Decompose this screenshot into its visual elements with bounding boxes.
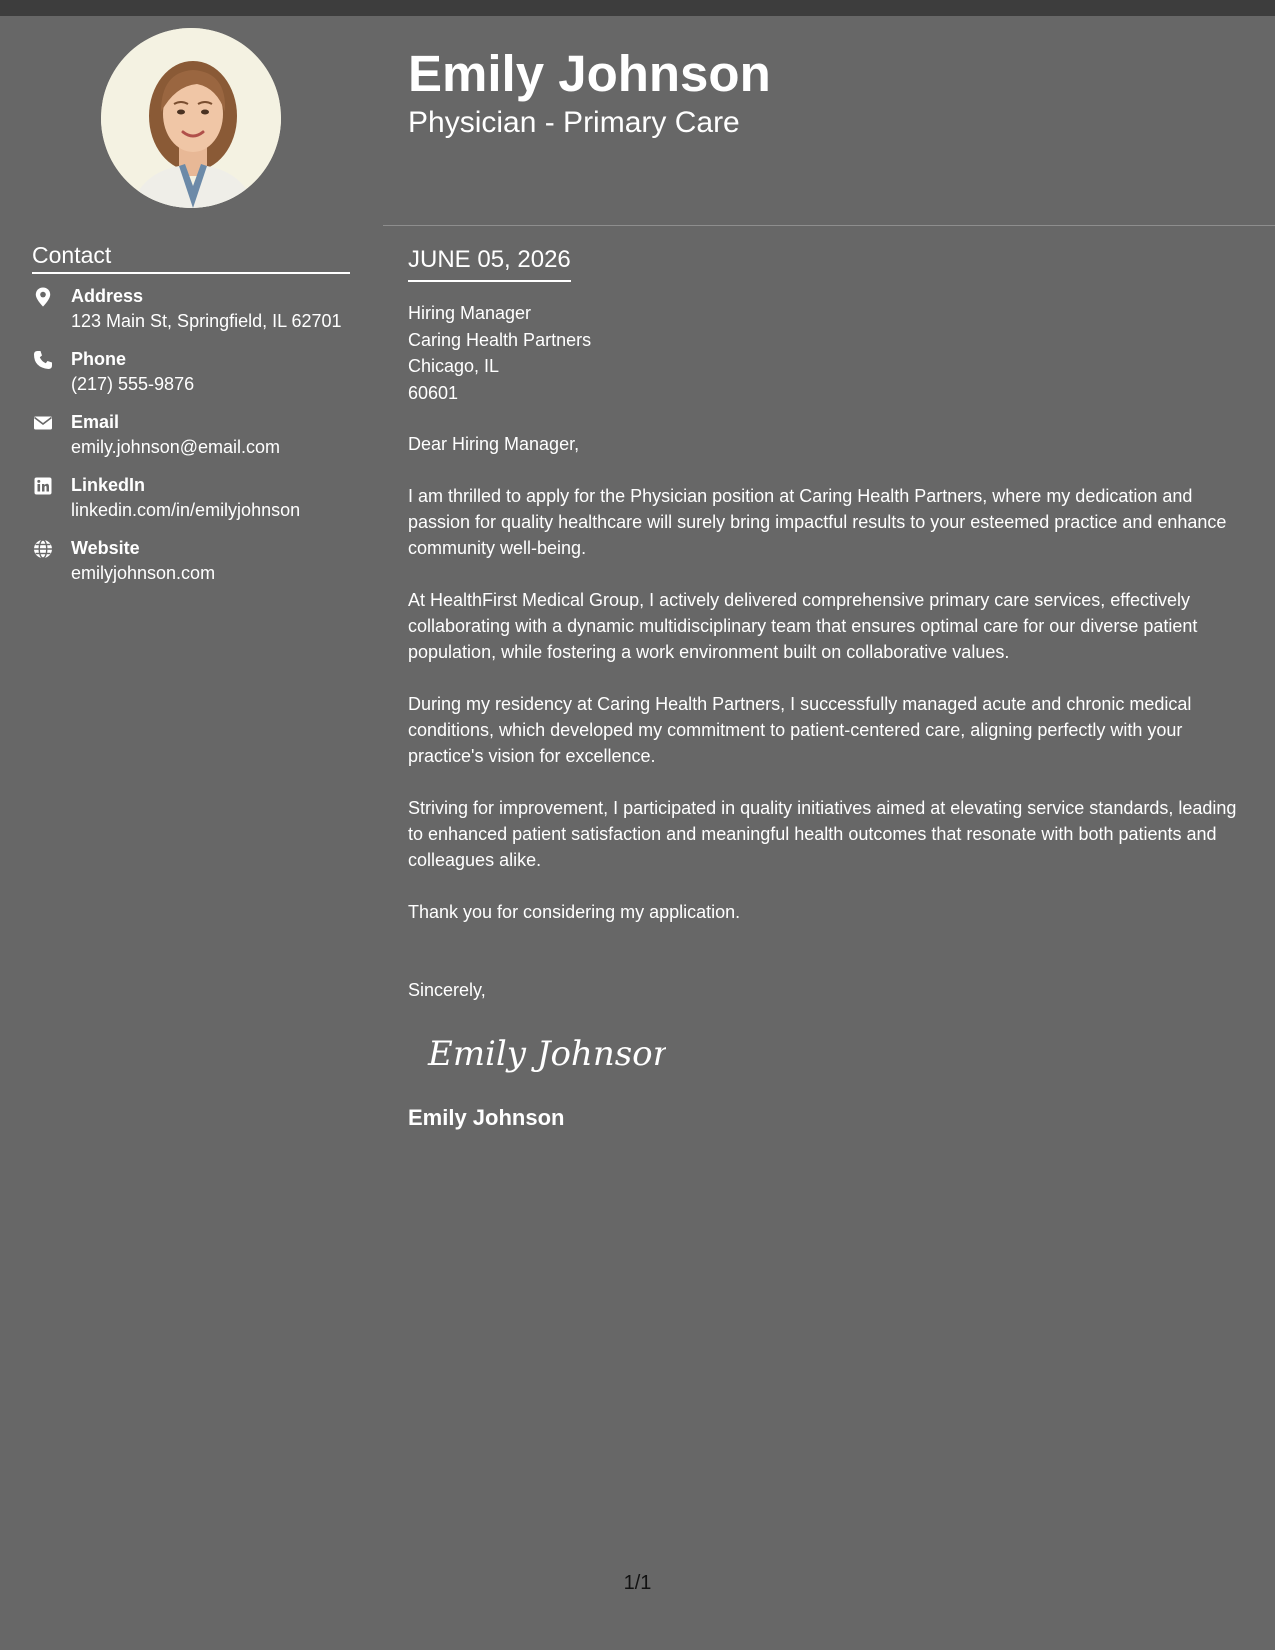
contact-item-address xyxy=(32,284,362,347)
contact-value: 123 Main St, Springfield, IL 62701 xyxy=(71,311,342,331)
contact-value: linkedin.com/in/emilyjohnson xyxy=(71,500,301,520)
contact-item-linkedin xyxy=(32,473,362,536)
map-pin-icon xyxy=(32,286,54,308)
contact-label: Phone xyxy=(71,349,127,369)
candidate-title: Physician - Primary Care xyxy=(408,106,740,139)
contact-label: Website xyxy=(71,538,140,558)
profile-photo xyxy=(101,28,281,208)
letter-paragraph: At HealthFirst Medical Group, I actively delivered comprehensive primary care services, effectively collaborating with a dynamic multidisciplinary team that ensures optimal care for our diverse patient population, while fostering a work environment built on collaborative values. xyxy=(408,590,1198,662)
signed-name: Emily Johnson xyxy=(408,1105,565,1130)
candidate-name: Emily Johnson xyxy=(408,45,771,102)
recipient-block xyxy=(408,300,1248,406)
contact-heading: Contact xyxy=(32,240,350,274)
envelope-icon xyxy=(32,412,54,434)
letter-body xyxy=(408,244,1248,1133)
contact-item-phone xyxy=(32,347,362,410)
contact-value: emily.johnson@email.com xyxy=(71,437,281,457)
letter-paragraph: During my residency at Caring Health Partners, I successfully managed acute and chronic medical conditions, which developed my commitment to patient-centered care, aligning perfectly with your practice's vision for excellence. xyxy=(408,694,1192,766)
signature-image xyxy=(426,1025,666,1085)
recipient-line: Chicago, IL xyxy=(408,356,500,376)
globe-icon xyxy=(32,538,54,560)
contact-value: emilyjohnson.com xyxy=(71,563,216,583)
svg-text:Emily Johnson: Emily Johnson xyxy=(428,1034,666,1074)
linkedin-icon xyxy=(32,475,54,497)
closing: Sincerely, xyxy=(408,980,486,1000)
contact-label: LinkedIn xyxy=(71,475,146,495)
contact-label: Address xyxy=(71,286,144,306)
letter-paragraph: I am thrilled to apply for the Physician position at Caring Health Partners, where my dedication and passion for quality healthcare will surely bring impactful results to your esteemed practice and enhance community well-being. xyxy=(408,486,1227,558)
top-bar xyxy=(0,0,1275,16)
salutation: Dear Hiring Manager, xyxy=(408,434,580,454)
contact-list xyxy=(32,284,362,599)
contact-label: Email xyxy=(71,412,120,432)
recipient-line: Hiring Manager xyxy=(408,303,532,323)
recipient-line: 60601 xyxy=(408,382,459,403)
contact-item-email xyxy=(32,410,362,473)
letter-paragraph: Striving for improvement, I participated in quality initiatives aimed at elevating service standards, leading to enhanced patient satisfaction and meaningful health outcomes that resonate with both patients and colleagues alike. xyxy=(408,798,1237,870)
letter-paragraph: Thank you for considering my application. xyxy=(408,902,741,922)
page-number: 1/1 xyxy=(623,1572,652,1594)
header-divider xyxy=(383,225,1275,226)
recipient-line: Caring Health Partners xyxy=(408,329,592,350)
letter-date: JUNE 05, 2026 xyxy=(408,244,571,282)
contact-item-website xyxy=(32,536,362,599)
contact-value: (217) 555-9876 xyxy=(71,374,195,394)
phone-icon xyxy=(32,349,54,371)
